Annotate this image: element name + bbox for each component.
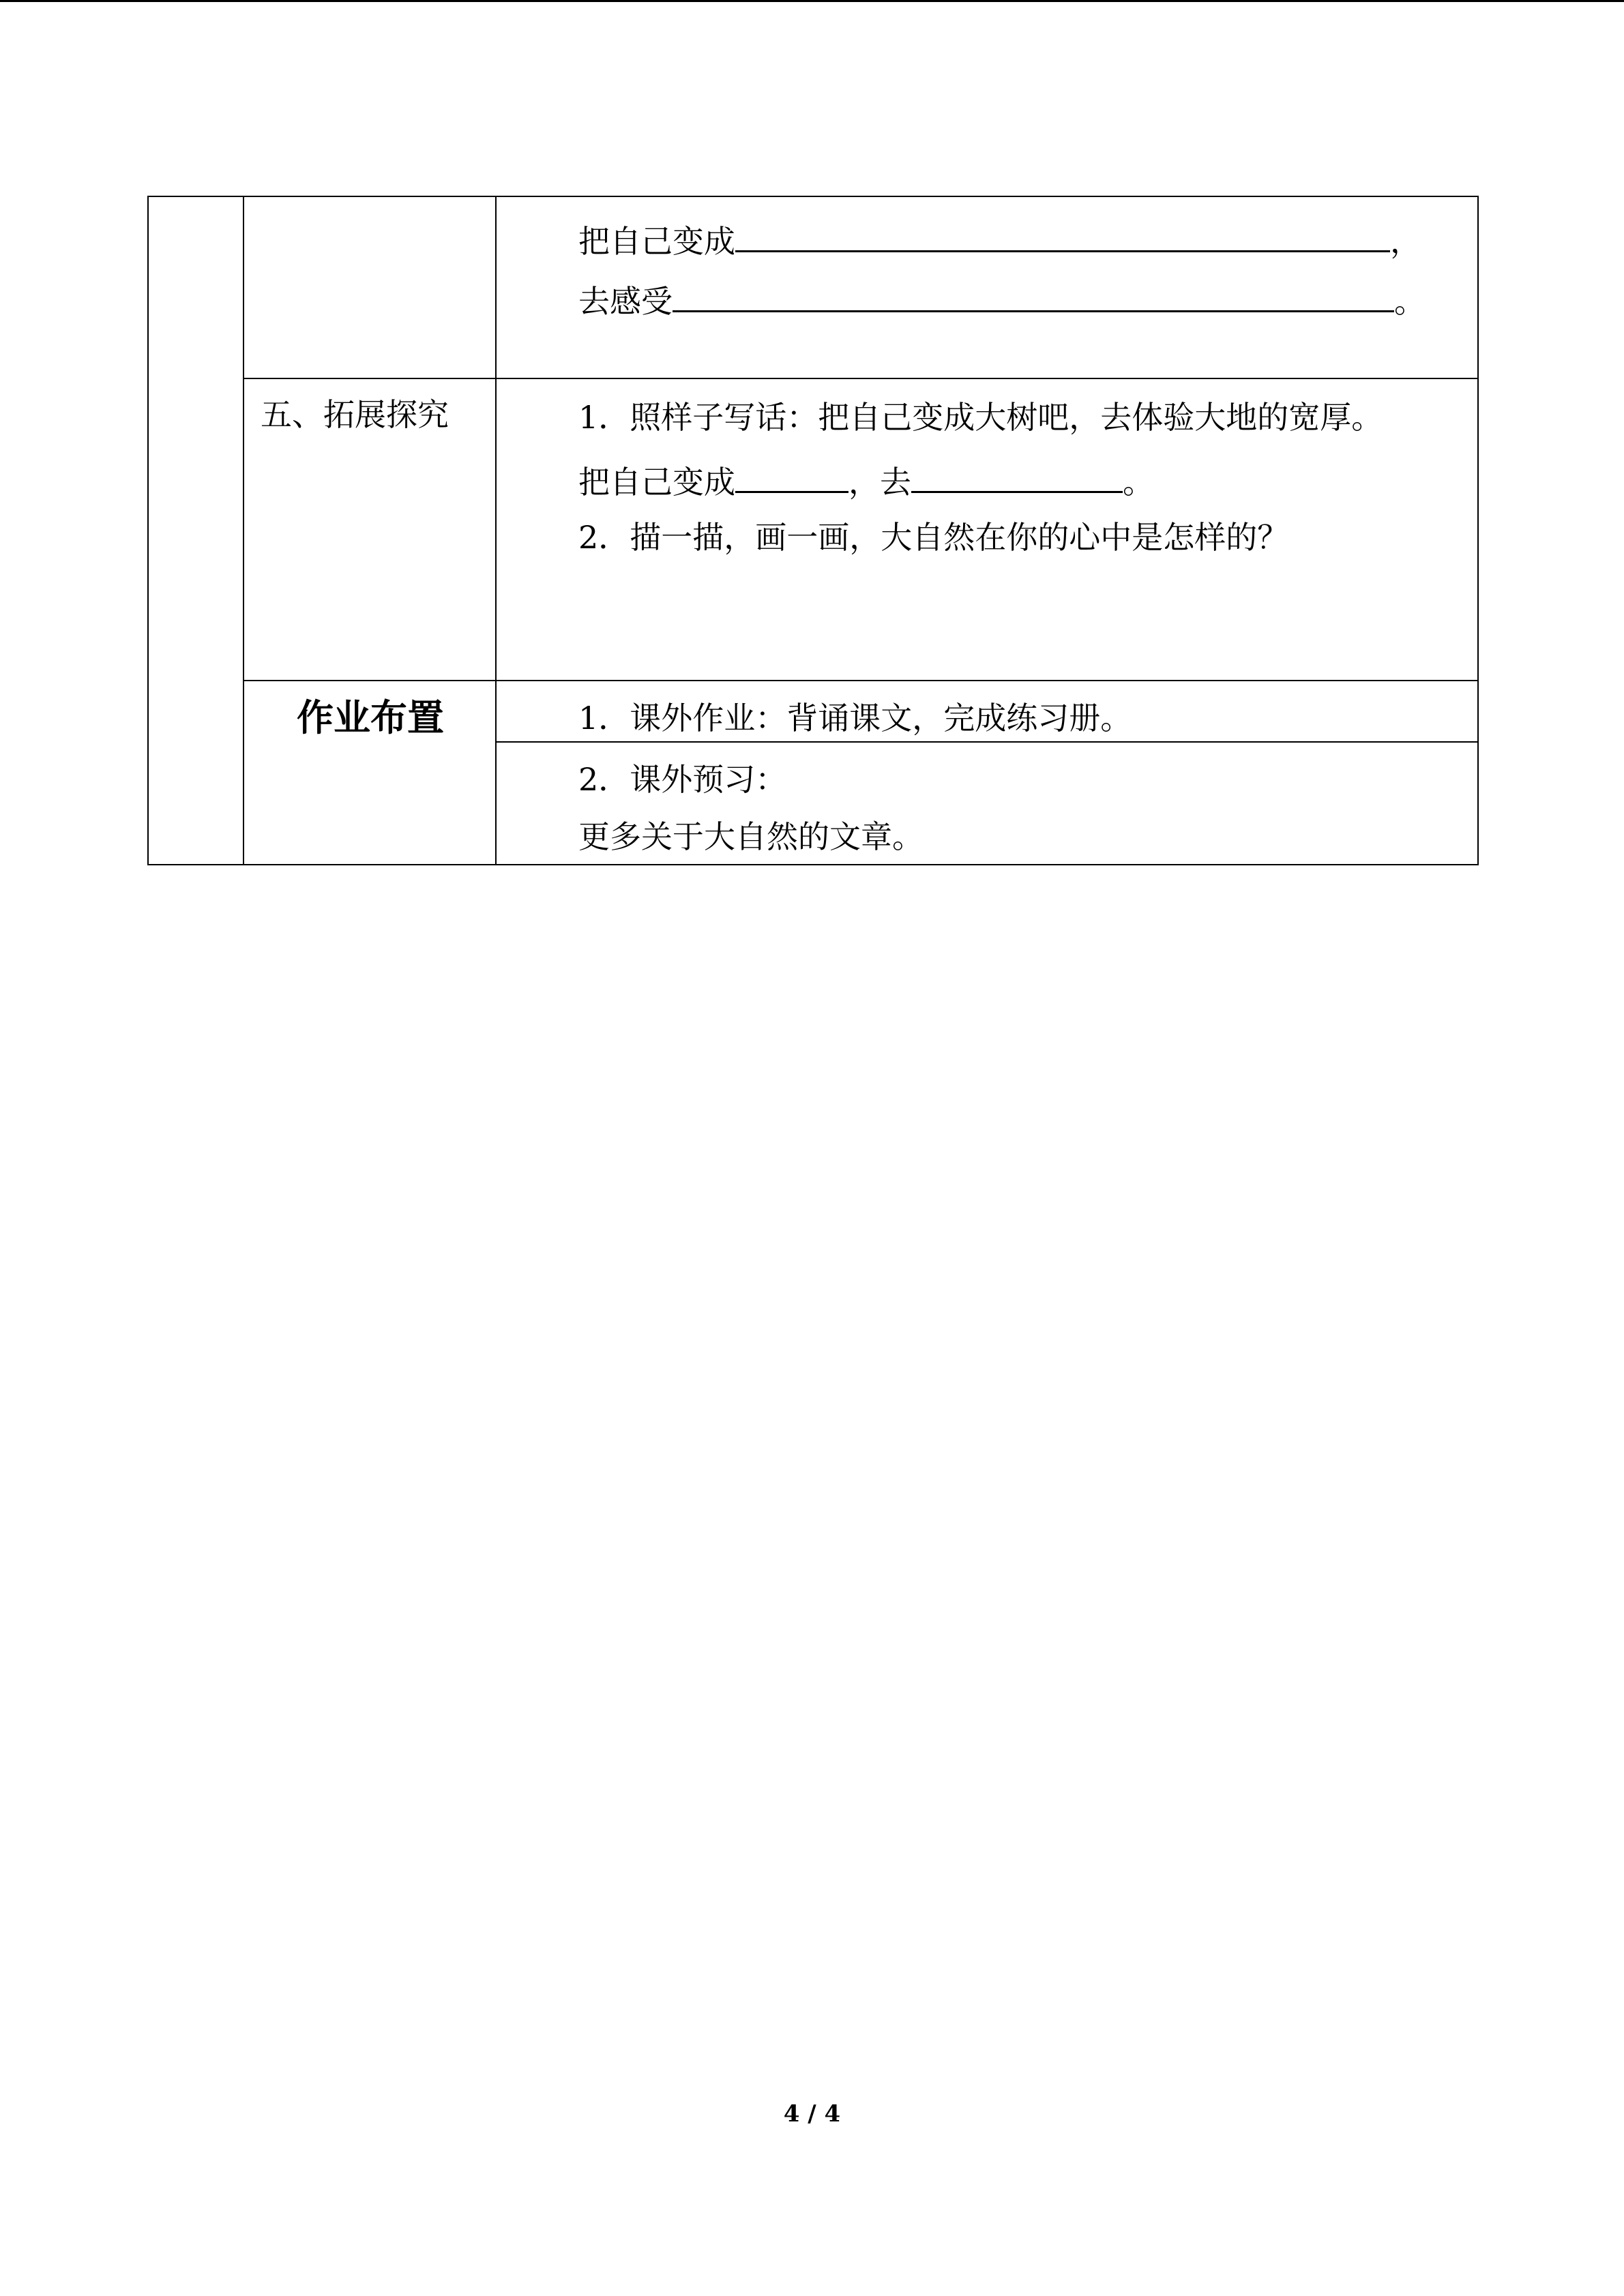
line-text: 。 <box>1123 464 1154 501</box>
left-margin-cell <box>148 196 243 865</box>
fill-in-line <box>578 278 1426 320</box>
homework-item: 1．课外作业：背诵课文，完成练习册。 <box>578 700 1132 736</box>
section-label-cell <box>243 196 496 378</box>
section-label-cell <box>243 378 496 681</box>
section-title: 五、拓展探究 <box>261 396 449 433</box>
exercise-item: 2．描一描，画一画，大自然在你的心中是怎样的？ <box>578 519 1289 556</box>
line-text: 。 <box>1394 283 1426 320</box>
answer-blank[interactable] <box>735 218 1390 252</box>
homework-title: 作业布置 <box>297 696 444 739</box>
exercise-item: 1．照样子写话：把自己变成大树吧，去体验大地的宽厚。 <box>578 399 1383 436</box>
section-label-cell <box>243 681 496 865</box>
homework-item: 2．课外预习： <box>578 761 787 798</box>
answer-blank[interactable] <box>735 458 848 493</box>
line-text: 把自己变成 <box>578 223 735 260</box>
table-row <box>148 681 1478 865</box>
homework-item: 更多关于大自然的文章。 <box>578 818 924 855</box>
line-text: 去感受 <box>578 283 673 320</box>
table-row <box>148 378 1478 681</box>
table-row <box>148 196 1478 378</box>
line-text: ，去 <box>848 464 911 501</box>
content-cell <box>496 196 1478 378</box>
line-text: 把自己变成 <box>578 464 735 501</box>
fill-in-line <box>578 458 1154 501</box>
page-number: 4 / 4 <box>783 2100 841 2128</box>
row-divider <box>497 741 1479 743</box>
page-top-border <box>0 0 1624 2</box>
lesson-plan-table <box>147 196 1479 865</box>
answer-blank[interactable] <box>673 278 1394 312</box>
fill-in-line <box>578 218 1421 260</box>
content-cell <box>496 681 1478 865</box>
content-cell <box>496 378 1478 681</box>
answer-blank[interactable] <box>911 458 1123 493</box>
line-text: ， <box>1390 223 1421 260</box>
